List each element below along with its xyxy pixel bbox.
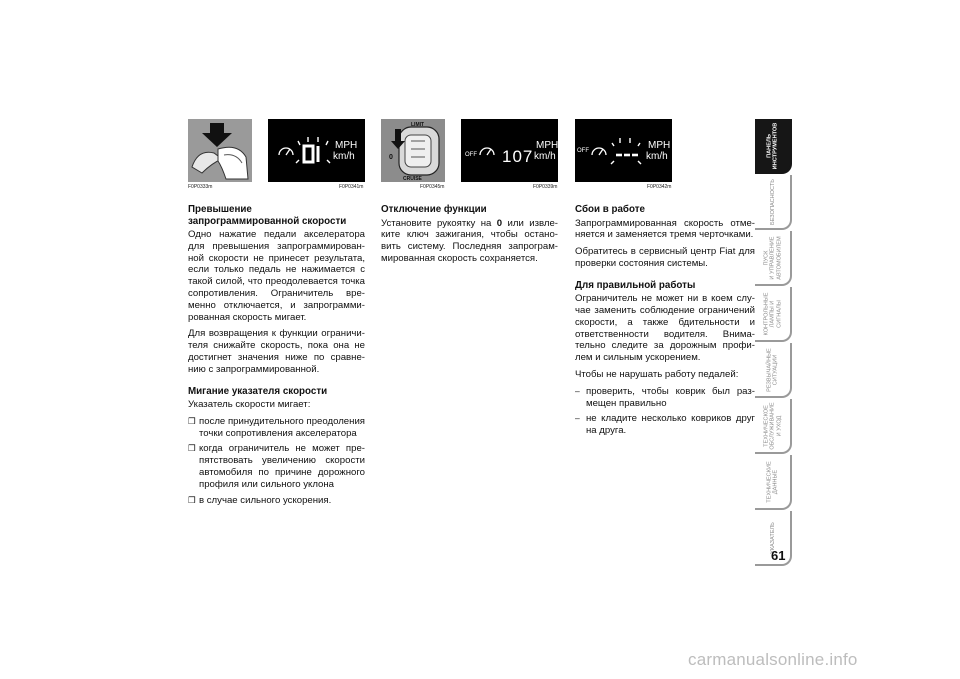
figure-code: F0P0345m [420,184,445,190]
tab-maintenance[interactable]: ТЕХНИЧЕСКОЕ ОБСЛУЖИВАНИЕ И УХОД [755,399,792,454]
tab-warning-lights[interactable]: КОНТРОЛЬНЫЕ ЛАМПЫ И СИГНАЛЫ [755,287,792,342]
paragraph: Для возвращения к функции ограничителя снижайте скорость, пока она не достигнет значения ниже по сравнению с запрограммированной. [188,328,365,375]
lever-zero: 0 [389,154,393,161]
status-off: OFF [465,152,477,158]
list-item: ❒ в случае сильного ускорения. [188,494,332,506]
speed-limiter-icon [279,148,293,155]
heading-correct-operation: Для правильной работы [575,279,696,291]
list-item: – не кладите несколько ковриков друг на друга. [575,413,755,437]
paragraph: Ограничитель не может ни в коем случае заменить соблюдение ограничений скорости, а также бдительности и ответственности водителя. Внимательно следите за дорожным профилем и сильным ускорением. [575,293,755,364]
paragraph: Чтобы не нарушать работу педалей: [575,368,739,380]
heading-blinking: Мигание указателя скорости [188,385,328,397]
figure-display-off-107 [461,119,558,182]
unit-kmh: km/h [534,151,556,162]
dash-list [575,386,755,437]
figure-code: F0P0341m [339,184,364,190]
tab-instrument-panel[interactable]: ПАНЕЛЬ ИНСТРУМЕНТОВ [755,119,792,174]
figure-lever [381,119,445,182]
heading-faults: Сбои в работе [575,204,645,215]
paragraph: Установите рукоятку на 0 или извлеките ключ зажигания, чтобы остановить систему. Последняя запрограммированная скорость сохраняется. [381,217,558,264]
tab-technical-data[interactable]: ТЕХНИЧЕСКИЕ ДАННЫЕ [755,455,792,510]
pedal-illustration [188,119,252,182]
unit-mph: MPH [648,140,671,151]
tab-emergency[interactable]: РЕЗВЫЧАЙНЫЕ СИТУАЦИИ [755,343,792,398]
lever-cruise: CRUISE [403,176,422,182]
tab-starting-driving[interactable]: ПУСК И УПРАВЛЕНИЕ АВТОМОБИЛЕМ [755,231,792,286]
paragraph: Указатель скорости мигает: [188,399,311,411]
watermark: carmanualsonline.info [688,650,858,669]
page-number: 61 [771,548,786,563]
heading-overspeed: Превышение запрограммированной скорости [188,204,347,227]
heading-disable: Отключение функции [381,204,487,215]
checkbox-bullet-icon: ❒ [188,443,196,454]
paragraph: Запрограммированная скорость отменяется и заменяется тремя черточками. [575,217,755,241]
unit-kmh: km/h [333,151,355,162]
section-tabs [755,119,792,567]
figure-display-off-dashes [575,119,672,182]
bullet-list [188,416,365,507]
figure-code: F0P0339m [533,184,558,190]
figure-pedal [188,119,252,182]
unit-mph: MPH [335,140,358,151]
figure-display-blink [268,119,365,182]
figure-code: F0P0333m [188,184,213,190]
blink-rays [611,138,641,164]
unit-mph: MPH [536,140,558,151]
list-item: – проверить, чтобы коврик был размещен правильно [575,385,755,409]
paragraph: Обратитесь в сервисный центр Fiat для проверки состояния системы. [575,246,755,269]
checkbox-bullet-icon: ❒ [188,494,196,505]
tab-index[interactable]: УКАЗАТЕЛЬ [755,511,792,566]
list-item: ❒ после принудительного преодоления точки сопротивления акселератора [188,415,365,439]
tab-safety[interactable]: БЕЗОПАСНОСТЬ [755,175,792,230]
unit-kmh: km/h [646,151,668,162]
column-disable [381,204,558,270]
speed-value: 107 [502,147,534,166]
speed-limiter-icon [592,148,606,155]
figure-code: F0P0342m [647,184,672,190]
column-overspeed [188,204,365,510]
column-faults [575,204,755,441]
list-item: ❒ когда ограничитель не может препятствовать увеличению скорости автомобиля по причине дорожного профиля или сильного уклона [188,443,365,490]
status-off: OFF [577,148,589,154]
speed-limiter-icon [480,148,494,155]
paragraph: Одно нажатие педали акселератора для превышения запрограммированной скорости не принесет результата, если только педаль не нажимается с такой силой, что преодолевается точка сопротивления. Ограничитель временно отключается, и запрограммированная скорость мигает. [188,229,365,323]
checkbox-bullet-icon: ❒ [188,415,196,426]
lever-limit: LIMIT [411,122,425,128]
